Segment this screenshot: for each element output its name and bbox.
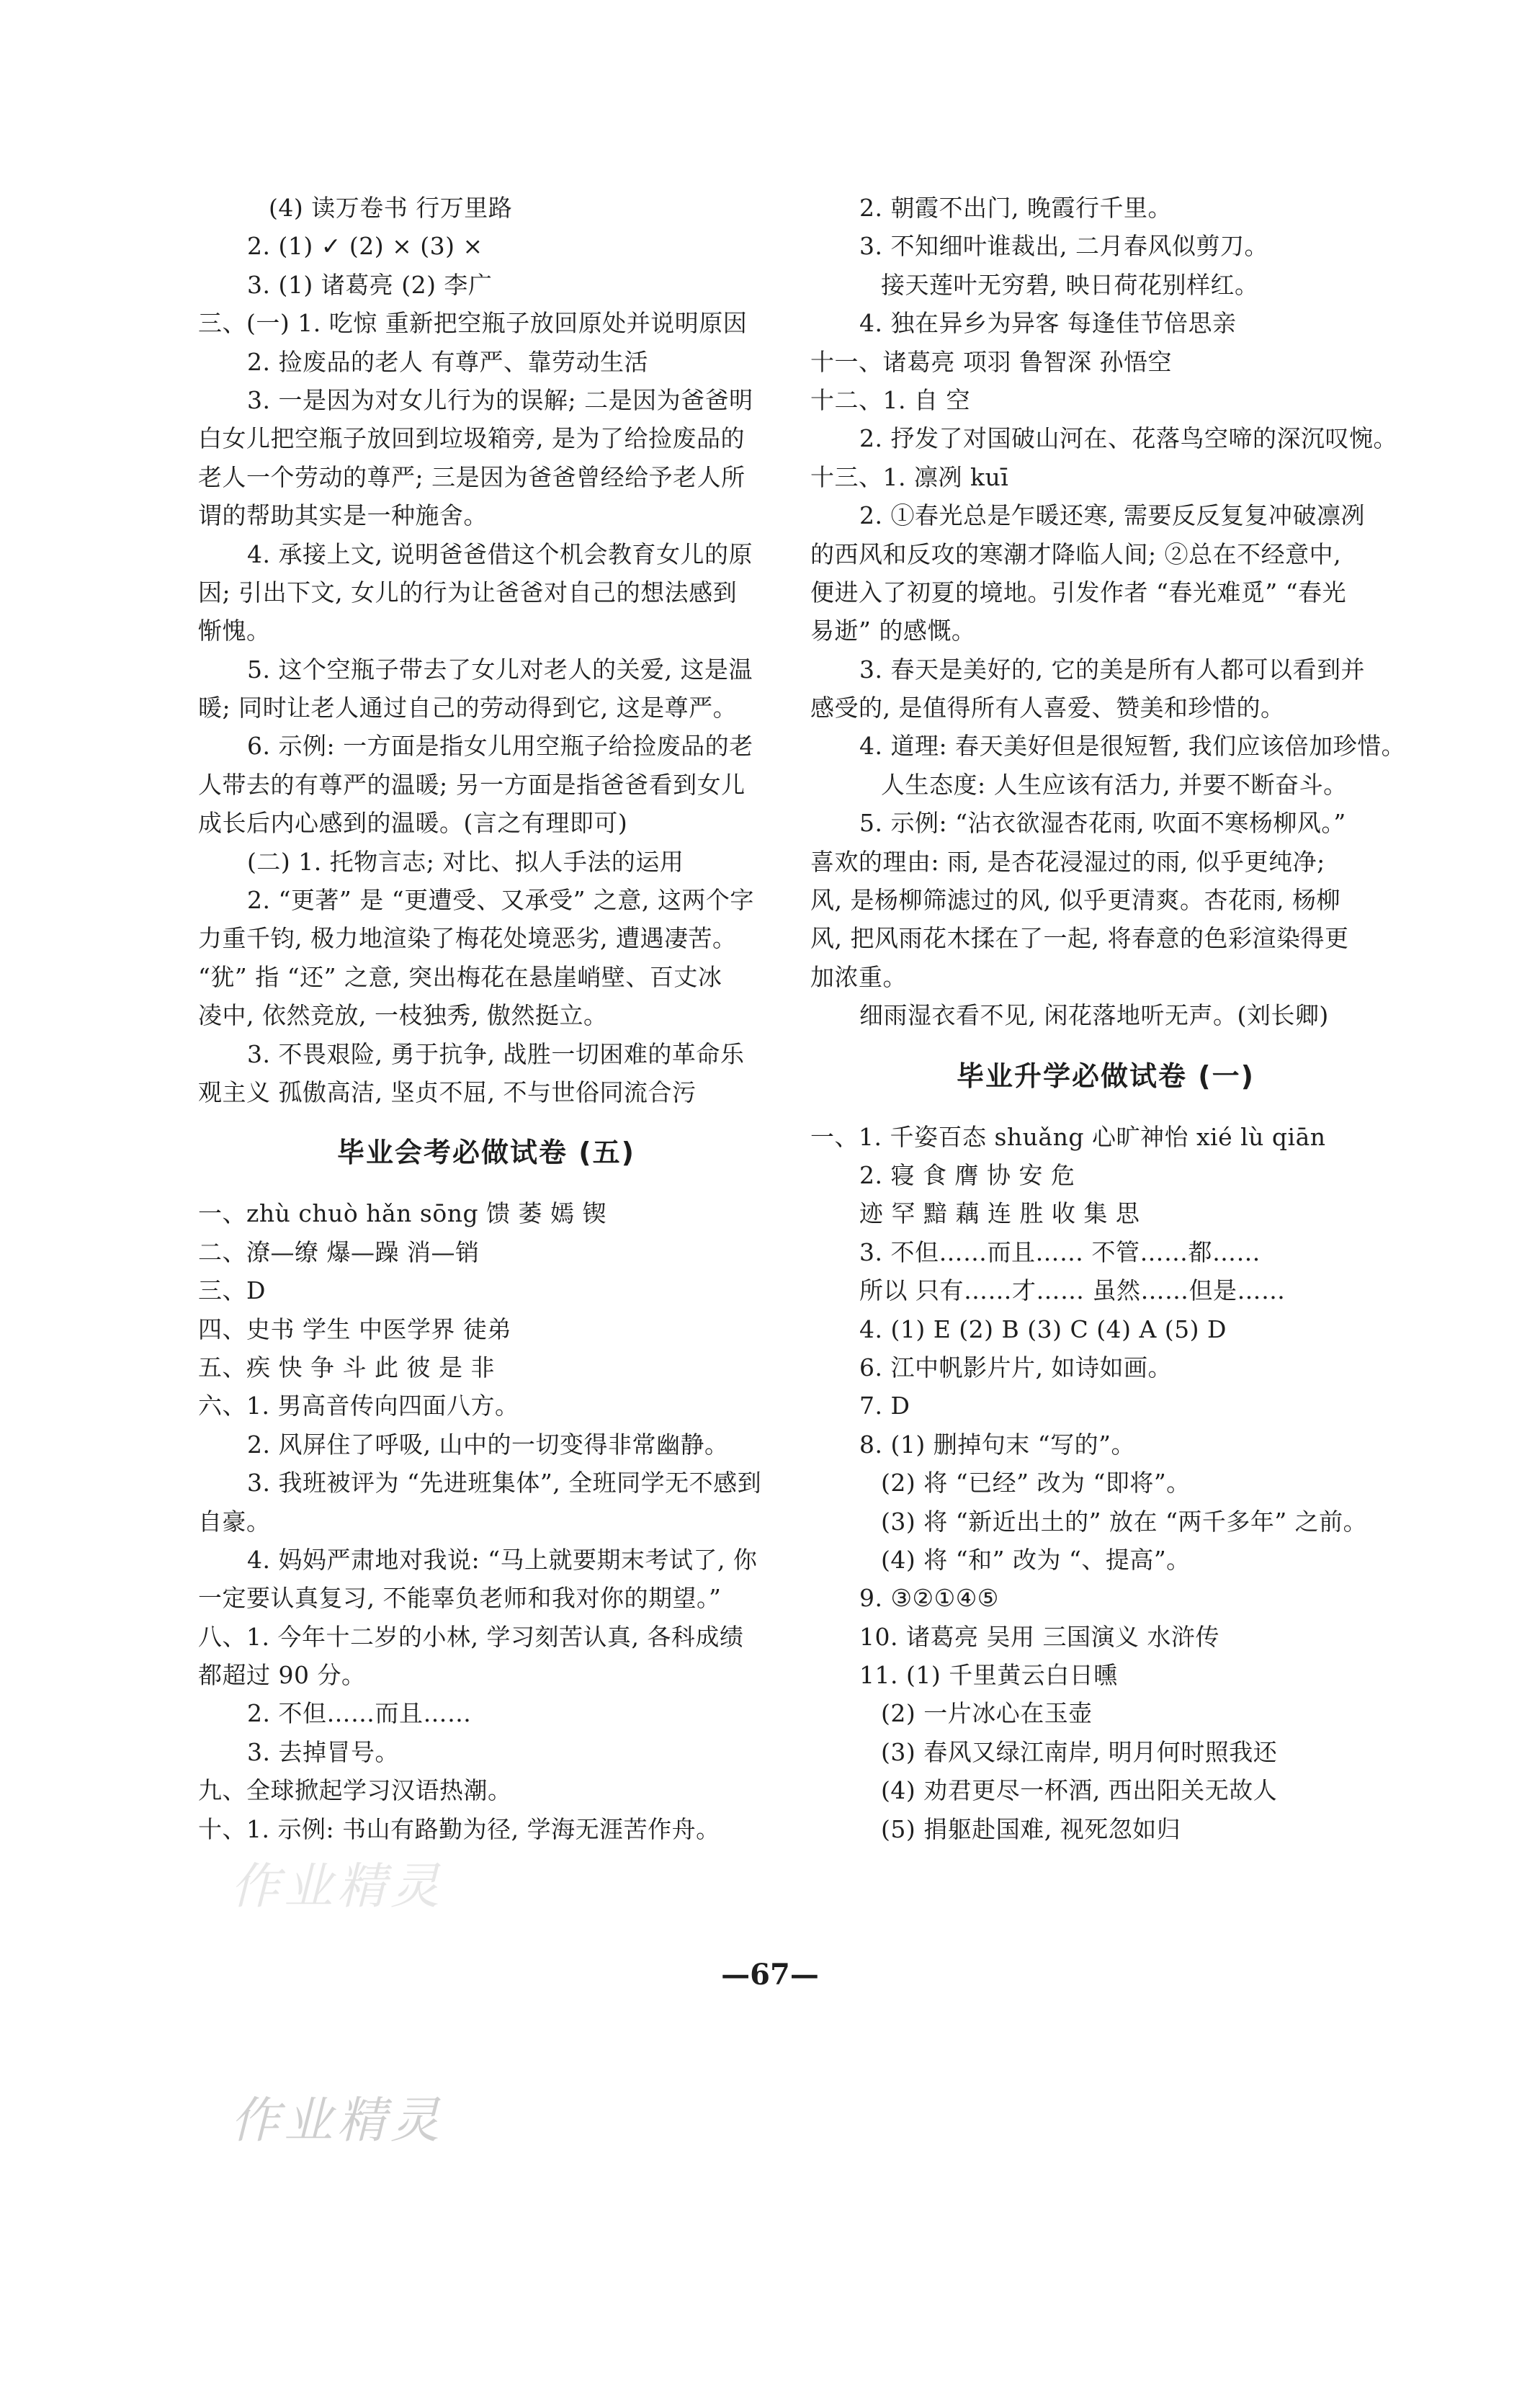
answer-line: (3) 将 “新近出土的” 放在 “两千多年” 之前。: [881, 1507, 1368, 1536]
answer-line: 加浓重。: [810, 962, 907, 991]
answer-line: 人生态度: 人生应该有活力, 并要不断奋斗。: [881, 770, 1348, 799]
answer-line: 成长后内心感到的温暖。(言之有理即可): [198, 809, 628, 838]
answer-line: (4) 将 “和” 改为 “、提高”。: [881, 1545, 1191, 1574]
answer-line: 惭愧。: [198, 617, 271, 645]
answer-line: 3. 一是因为对女儿行为的误解; 二是因为爸爸明: [247, 385, 753, 414]
answer-line: (二) 1. 托物言志; 对比、拟人手法的运用: [247, 847, 684, 876]
answer-line: 风, 把风雨花木揉在了一起, 将春意的色彩渲染得更: [810, 924, 1349, 953]
answer-line: 2. 寝 食 膺 协 安 危: [859, 1160, 1075, 1189]
answer-line: 3. 去掉冒号。: [247, 1737, 399, 1766]
answer-line: 易逝” 的感慨。: [810, 617, 976, 645]
answer-line: 5. 这个空瓶子带去了女儿对老人的关爱, 这是温: [247, 655, 753, 684]
right-top-answers: [810, 189, 1406, 1035]
answer-line: 3. 不但……而且…… 不管……都……: [859, 1237, 1261, 1266]
answer-line: 五、疾 快 争 斗 此 彼 是 非: [198, 1353, 495, 1382]
answer-line: 感受的, 是值得所有人喜爱、赞美和珍惜的。: [810, 694, 1285, 722]
answer-line: 4. (1) E (2) B (3) C (4) A (5) D: [859, 1315, 1227, 1343]
answer-line: 八、1. 今年十二岁的小林, 学习刻苦认真, 各科成绩: [198, 1622, 744, 1651]
page-number: —67—: [721, 1958, 819, 1992]
answer-line: 九、全球掀起学习汉语热潮。: [198, 1776, 512, 1805]
answer-line: (2) 将 “已经” 改为 “即将”。: [881, 1469, 1191, 1497]
answer-line: 三、D: [198, 1276, 266, 1305]
answer-line: 11. (1) 千里黄云白日曛: [859, 1661, 1118, 1690]
answer-line: 十三、1. 凛冽 kuī: [810, 462, 1009, 491]
answer-line: 二、潦—缭 爆—躁 消—销: [198, 1237, 480, 1266]
answer-line: 十二、1. 自 空: [810, 385, 970, 414]
answer-line: 迹 罕 黯 藕 连 胜 收 集 思: [859, 1199, 1140, 1228]
answer-line: 4. 独在异乡为异客 每逢佳节倍思亲: [859, 309, 1237, 338]
answer-line: 5. 示例: “沾衣欲湿杏花雨, 吹面不寒杨柳风。”: [859, 809, 1346, 838]
answer-line: 一、1. 千姿百态 shuǎng 心旷神怡 xié lù qiān: [810, 1122, 1326, 1151]
watermark-logo: 作业精灵: [230, 1858, 444, 1915]
answer-line: 4. 道理: 春天美好但是很短暂, 我们应该倍加珍惜。: [859, 732, 1406, 761]
answer-line: 3. (1) 诸葛亮 (2) 李广: [247, 270, 493, 299]
answer-line: 一定要认真复习, 不能辜负老师和我对你的期望。”: [198, 1584, 722, 1613]
section-title-entrance-exam-1: 毕业升学必做试卷 (一): [957, 1060, 1255, 1092]
section-title-exam-5: 毕业会考必做试卷 (五): [337, 1137, 635, 1169]
answer-line: 十一、诸葛亮 项羽 鲁智深 孙悟空: [810, 347, 1172, 376]
answer-line: 观主义 孤傲高洁, 坚贞不屈, 不与世俗同流合污: [198, 1078, 697, 1106]
answer-line: 2. 捡废品的老人 有尊严、靠劳动生活: [247, 347, 648, 376]
answer-line: 7. D: [859, 1392, 910, 1420]
answer-line: 因; 引出下文, 女儿的行为让爸爸对自己的想法感到: [198, 578, 738, 606]
answer-line: 2. 朝霞不出门, 晚霞行千里。: [859, 194, 1172, 222]
answer-line: 2. 不但……而且……: [247, 1699, 472, 1728]
answer-line: 6. 示例: 一方面是指女儿用空瓶子给捡废品的老: [247, 732, 753, 761]
answer-line: 四、史书 学生 中医学界 徒弟: [198, 1315, 511, 1343]
answer-line: 凌中, 依然竞放, 一枝独秀, 傲然挺立。: [198, 1001, 608, 1030]
answer-line: (3) 春风又绿江南岸, 明月何时照我还: [881, 1737, 1278, 1766]
answer-line: 2. (1) ✓ (2) × (3) ×: [247, 232, 483, 261]
answer-line: 6. 江中帆影片片, 如诗如画。: [859, 1353, 1172, 1382]
answer-line: 接天莲叶无穷碧, 映日荷花别样红。: [881, 270, 1259, 299]
answer-line: 所以 只有……才…… 虽然……但是……: [859, 1276, 1286, 1305]
answer-line: 3. 不知细叶谁裁出, 二月春风似剪刀。: [859, 232, 1268, 261]
answer-line: 六、1. 男高音传向四面八方。: [198, 1392, 519, 1420]
answer-line: 白女儿把空瓶子放回到垃圾箱旁, 是为了给捡废品的: [198, 424, 745, 453]
right-bottom-answers: [810, 1118, 1401, 1848]
answer-line: 9. ③②①④⑤: [859, 1584, 999, 1613]
answer-line: 都超过 90 分。: [198, 1661, 366, 1690]
answer-line: 十、1. 示例: 书山有路勤为径, 学海无涯苦作舟。: [198, 1814, 720, 1843]
answer-line: 4. 承接上文, 说明爸爸借这个机会教育女儿的原: [247, 539, 753, 568]
answer-line: 一、zhù chuò hǎn sōng 馈 萎 嫣 锲: [198, 1199, 607, 1228]
answer-line: “犹” 指 “还” 之意, 突出梅花在悬崖峭壁、百丈冰: [198, 962, 722, 991]
left-bottom-answers: [198, 1194, 774, 1848]
answer-line: (4) 读万卷书 行万里路: [269, 194, 513, 222]
answer-line: 喜欢的理由: 雨, 是杏花浸湿过的雨, 似乎更纯净;: [810, 847, 1325, 876]
answer-line: 三、(一) 1. 吃惊 重新把空瓶子放回原处并说明原因: [198, 309, 748, 338]
answer-line: 3. 春天是美好的, 它的美是所有人都可以看到并: [859, 655, 1365, 684]
answer-line: 2. ①春光总是乍暖还寒, 需要反反复复冲破凛冽: [859, 501, 1365, 530]
answer-line: (5) 捐躯赴国难, 视死忽如归: [881, 1814, 1181, 1843]
answer-line: 谓的帮助其实是一种施舍。: [198, 501, 488, 530]
answer-line: 老人一个劳动的尊严; 三是因为爸爸曾经给予老人所: [198, 462, 746, 491]
answer-line: 4. 妈妈严肃地对我说: “马上就要期末考试了, 你: [247, 1545, 758, 1574]
right-column: [810, 189, 1406, 1848]
left-top-answers: [198, 189, 774, 1111]
answer-line: 细雨湿衣看不见, 闲花落地听无声。(刘长卿): [859, 1001, 1329, 1030]
answer-line: (4) 劝君更尽一杯酒, 西出阳关无故人: [881, 1776, 1278, 1805]
answer-line: 自豪。: [198, 1507, 271, 1536]
answer-line: 风, 是杨柳筛滤过的风, 似乎更清爽。杏花雨, 杨柳: [810, 886, 1340, 915]
answer-line: 10. 诸葛亮 吴用 三国演义 水浒传: [859, 1622, 1219, 1651]
answer-line: 2. “更著” 是 “更遭受、又承受” 之意, 这两个字: [247, 886, 754, 915]
answer-line: (2) 一片冰心在玉壶: [881, 1699, 1093, 1728]
answer-line: 2. 抒发了对国破山河在、花落鸟空啼的深沉叹惋。: [859, 424, 1397, 453]
answer-line: 2. 风屏住了呼吸, 山中的一切变得非常幽静。: [247, 1430, 729, 1459]
left-column: [198, 189, 774, 1848]
watermark-logo: 作业精灵: [230, 2092, 444, 2149]
answer-line: 暖; 同时让老人通过自己的劳动得到它, 这是尊严。: [198, 694, 738, 722]
answer-line: 3. 我班被评为 “先进班集体”, 全班同学无不感到: [247, 1469, 762, 1497]
answer-line: 8. (1) 删掉句末 “写的”。: [859, 1430, 1135, 1459]
answer-line: 3. 不畏艰险, 勇于抗争, 战胜一切困难的革命乐: [247, 1039, 745, 1068]
answer-line: 便进入了初夏的境地。引发作者 “春光难觅” “春光: [810, 578, 1347, 606]
answer-line: 力重千钧, 极力地渲染了梅花处境恶劣, 遭遇凄苦。: [198, 924, 737, 953]
answer-line: 的西风和反攻的寒潮才降临人间; ②总在不经意中,: [810, 539, 1342, 568]
answer-line: 人带去的有尊严的温暖; 另一方面是指爸爸看到女儿: [198, 770, 746, 799]
